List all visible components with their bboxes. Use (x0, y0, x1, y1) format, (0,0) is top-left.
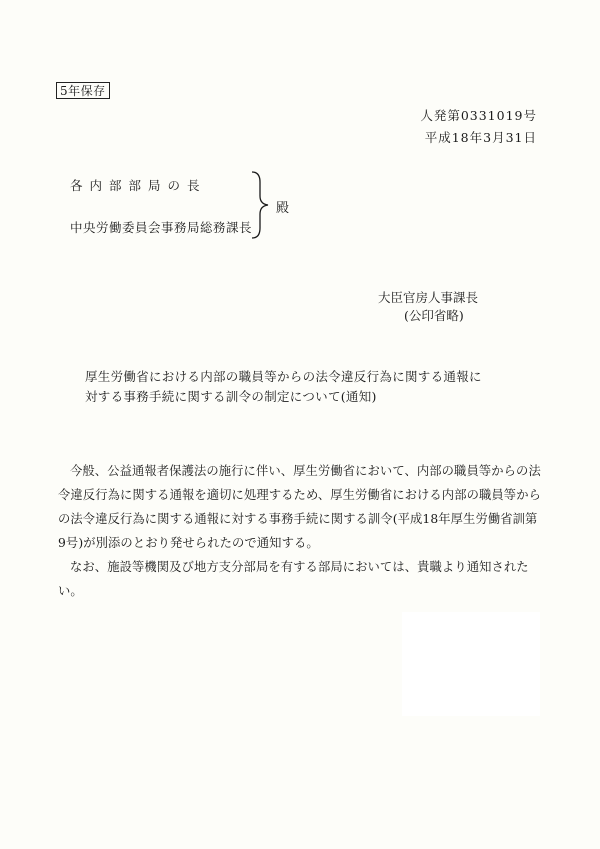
recipient-line: 各内部部局の長 (70, 178, 207, 193)
sender-title: 大臣官房人事課長 (378, 290, 479, 305)
document-number: 人発第0331019号 (420, 108, 537, 123)
subject-line: 対する事務手続に関する訓令の制定について(通知) (85, 389, 377, 404)
brace-icon (250, 170, 276, 240)
document-date: 平成18年3月31日 (424, 130, 537, 145)
recipient-line: 中央労働委員会事務局総務課長 (70, 220, 253, 235)
subject-line: 厚生労働省における内部の職員等からの法令違反行為に関する通報に (85, 369, 482, 384)
redaction-area (402, 612, 540, 716)
retention-stamp: 5年保存 (56, 82, 110, 99)
body-paragraph: なお、施設等機関及び地方支分部局を有する部局においては、貴職より通知されたい。 (58, 560, 529, 598)
body-paragraph: 今般、公益通報者保護法の施行に伴い、厚生労働省において、内部の職員等からの法令違反行為に関する通報を適切に処理するため、厚生労働省における内部の職員等からの法令違反行為に関する通報に対する事務手続に関する訓令(平成18年厚生労働省訓第9号)が別添のとおり発せられたので通知する。 (58, 464, 541, 550)
honorific: 殿 (276, 201, 290, 216)
recipients-block (70, 170, 330, 242)
document-subject (85, 367, 525, 407)
seal-omitted-note: (公印省略) (404, 308, 464, 323)
document-body (58, 459, 544, 603)
